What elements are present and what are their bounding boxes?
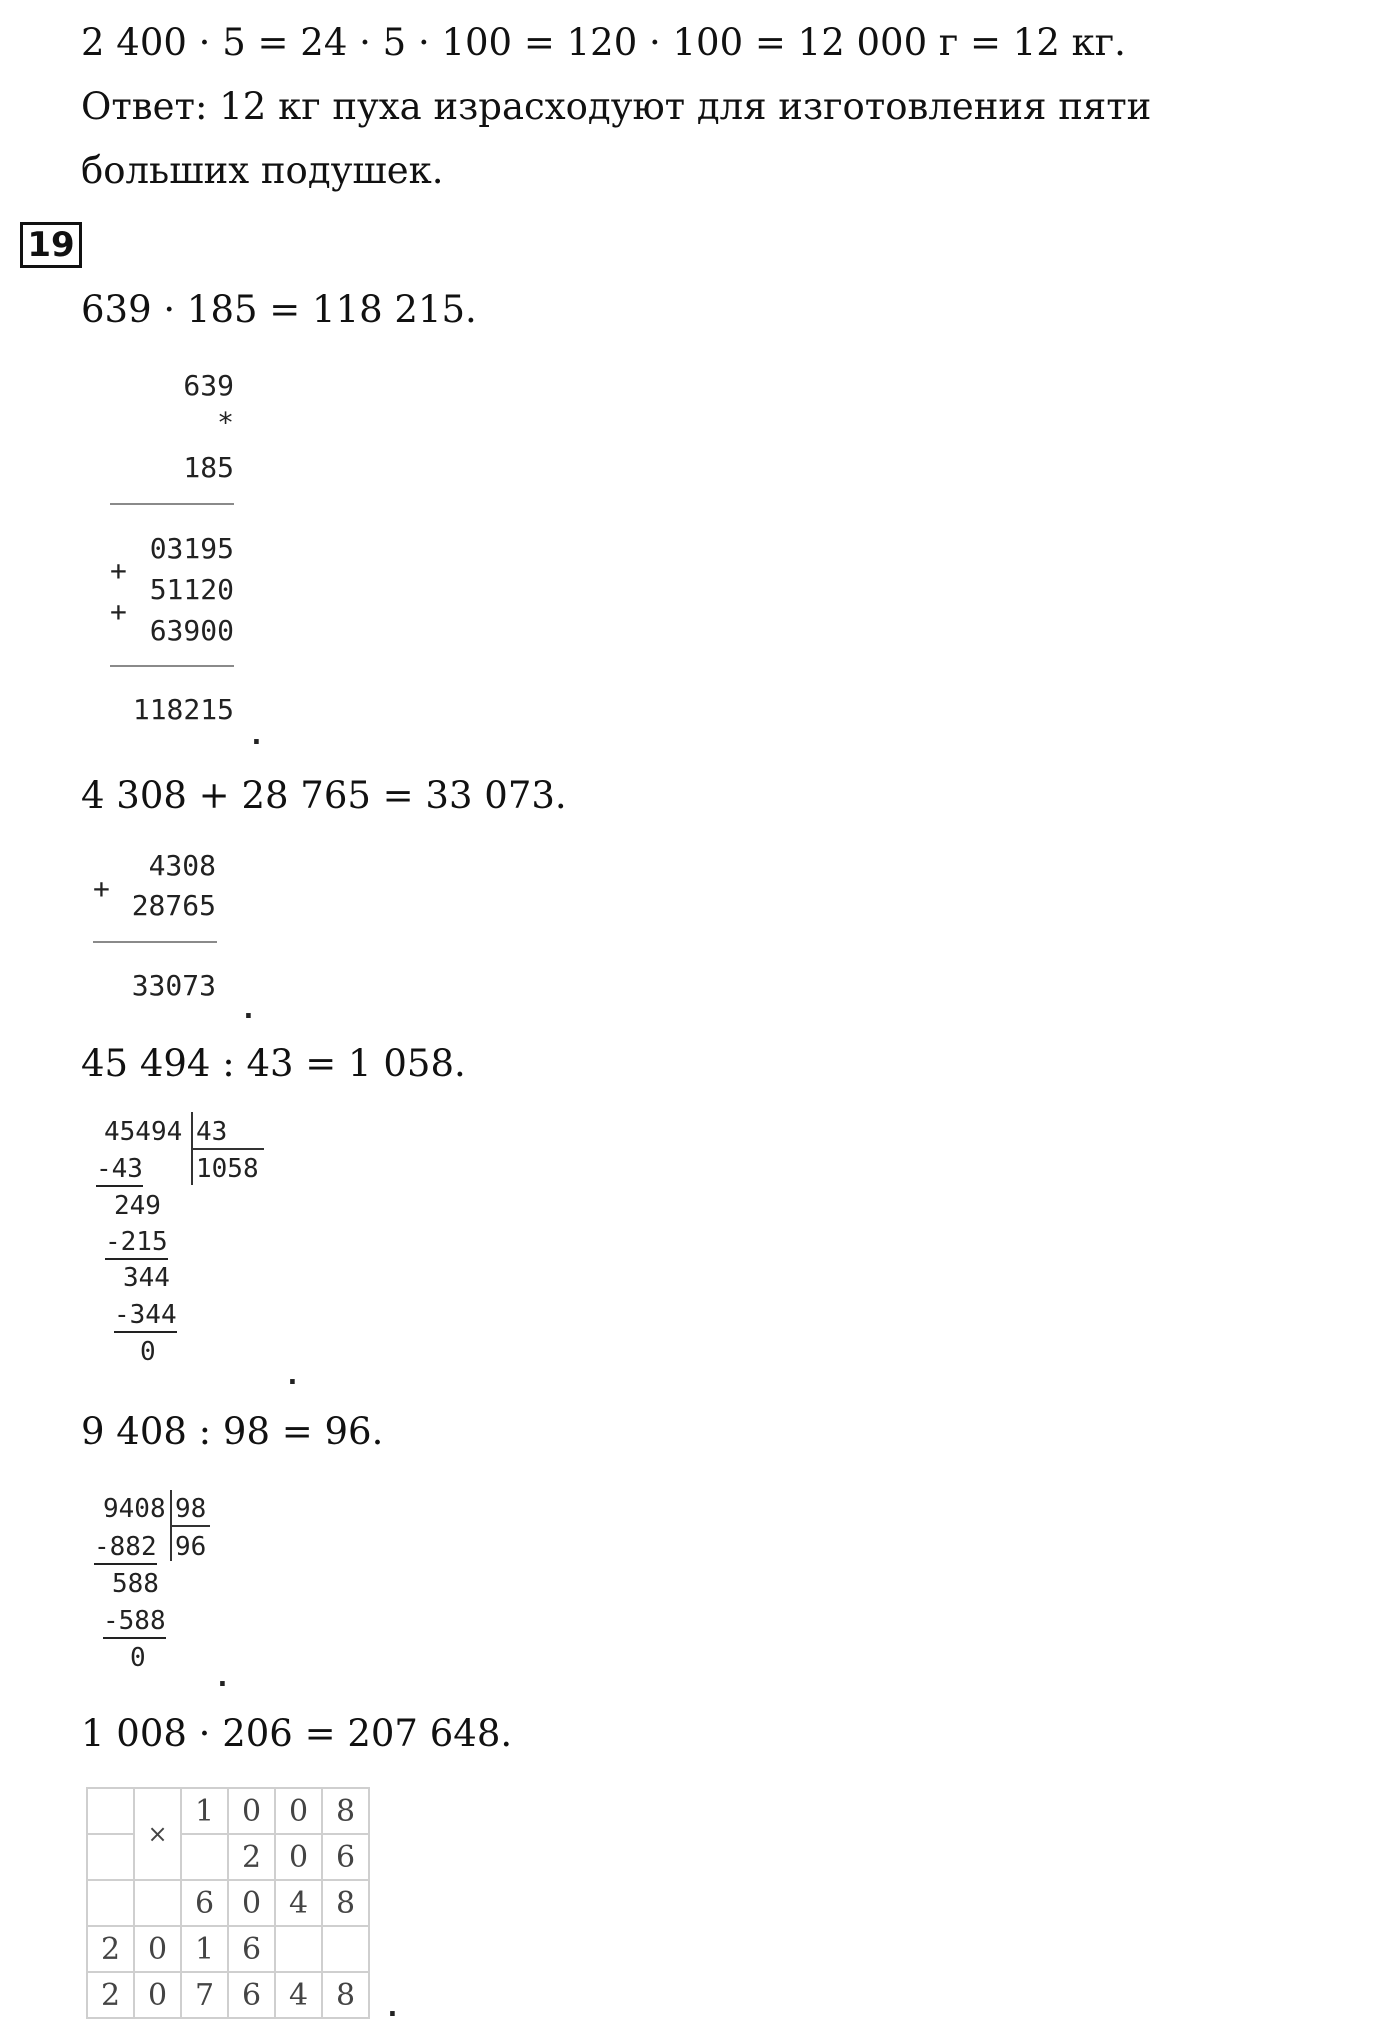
grid-cell: 6 [228,1926,275,1972]
grid-cell: 0 [228,1788,275,1834]
mult1-multiplicand: 639 [183,369,234,402]
grid-cell [87,1788,134,1834]
grid-cell: 2 [87,1926,134,1972]
div1-bracket-horizontal [191,1148,264,1150]
div1-step-subtract-3: -344 [114,1300,177,1333]
div1-dividend: 45494 [104,1117,183,1147]
mult1-plus-1: + [110,554,127,587]
grid-cell: 1 [181,1926,228,1972]
answer-line-2: больших подушек. [81,149,444,192]
div2-bracket-horizontal [170,1525,210,1527]
grid-cell: 2 [87,1972,134,2018]
grid-row [87,1926,369,1972]
div1-dot: . [284,1358,301,1391]
grid-cell: 6 [181,1880,228,1926]
mult1-plus-2: + [110,595,127,628]
mult1-equation: 639 · 185 = 118 215. [81,288,477,331]
grid-cell: 8 [322,1880,369,1926]
grid-cell: 0 [275,1834,322,1880]
mult1-result: 118215 [132,693,234,726]
answer-line-1: Ответ: 12 кг пуха израсходуют для изготовления пяти [81,85,1152,128]
intro-equation: 2 400 · 5 = 24 · 5 · 100 = 120 · 100 = 12 000 г = 12 кг. [81,21,1126,64]
grid-cell: 1 [181,1788,228,1834]
div1-equation: 45 494 : 43 = 1 058. [81,1042,466,1085]
grid-cell: 0 [134,1972,181,2018]
div1-step-remainder-1: 249 [114,1191,161,1221]
grid-cell [322,1926,369,1972]
grid-row [87,1834,369,1880]
mult2-equation: 1 008 · 206 = 207 648. [81,1712,513,1755]
grid-cell [87,1880,134,1926]
add1-dot: . [240,992,257,1025]
div2-dot: . [214,1660,231,1693]
grid-cell: 0 [228,1880,275,1926]
mult1-line-2 [110,665,234,667]
grid-cell: 6 [228,1972,275,2018]
mult1-partial-1: 03195 [149,532,234,565]
grid-cell: 7 [181,1972,228,2018]
mult1-multiplier: 185 [183,451,234,484]
grid-row [87,1880,369,1926]
add1-second-addend: 28765 [131,889,216,922]
div2-quotient: 96 [175,1532,207,1562]
grid-cell [275,1926,322,1972]
grid-cell: 2 [228,1834,275,1880]
div1-step-subtract-1: -43 [96,1154,143,1187]
grid-cell: 8 [322,1972,369,2018]
mult1-dot: . [248,718,265,751]
div2-step-subtract-1: -882 [94,1532,157,1565]
div2-step-remainder-2: 0 [130,1643,146,1673]
grid-cell: 0 [275,1788,322,1834]
div2-divisor: 98 [175,1494,207,1524]
div2-equation: 9 408 : 98 = 96. [81,1410,384,1453]
grid-cell [134,1880,181,1926]
grid-cell: 6 [322,1834,369,1880]
grid-cell: 4 [275,1972,322,2018]
add1-equation: 4 308 + 28 765 = 33 073. [81,774,567,817]
div2-step-remainder-1: 588 [112,1569,159,1599]
grid-row [87,1972,369,2018]
add1-first-addend: 4308 [148,849,216,882]
grid-row [87,1788,369,1834]
mult1-line-1 [110,503,234,505]
div1-step-remainder-3: 0 [140,1337,156,1367]
grid-cell [87,1834,134,1880]
grid-cell: 8 [322,1788,369,1834]
div1-quotient: 1058 [196,1154,259,1184]
grid-cell: 4 [275,1880,322,1926]
div1-step-subtract-2: -215 [105,1227,168,1260]
mult2-grid [86,1787,370,2019]
div2-step-subtract-2: -588 [103,1606,166,1639]
div2-dividend: 9408 [103,1494,166,1524]
div1-step-remainder-2: 344 [123,1263,170,1293]
task-number-box: 19 [20,222,82,268]
div1-divisor: 43 [196,1117,228,1147]
grid-cell: 0 [134,1926,181,1972]
grid-cell [181,1834,228,1880]
mult1-partial-3: 63900 [149,614,234,647]
add1-plus: + [93,872,110,905]
add1-result: 33073 [131,969,216,1002]
multiply-sign: × [134,1788,181,1880]
mult1-partial-2: 51120 [149,573,234,606]
mult1-operator: * [217,406,234,439]
mult2-dot: . [384,1990,401,2023]
add1-line [93,941,217,943]
